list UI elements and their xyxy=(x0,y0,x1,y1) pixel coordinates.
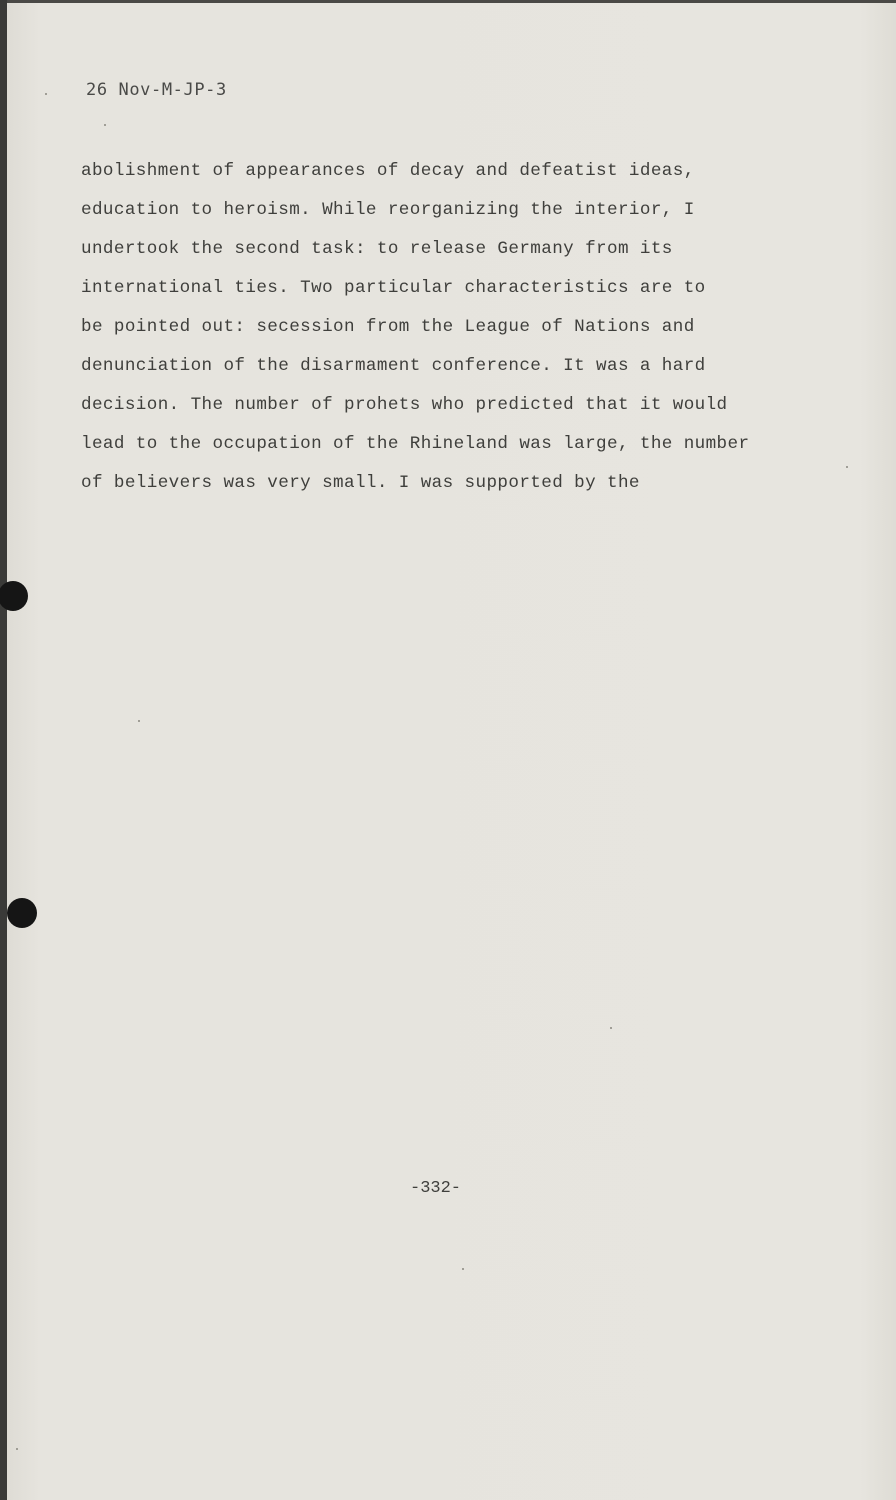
punch-hole-upper xyxy=(0,581,28,611)
document-reference-header: 26 Nov-M-JP-3 xyxy=(86,80,227,100)
body-line-9: of believers was very small. I was supported by the xyxy=(81,473,640,493)
scan-top-edge xyxy=(0,0,896,3)
body-line-3: undertook the second task: to release Germany from its xyxy=(81,239,673,259)
typed-body-text xyxy=(81,152,801,503)
scan-left-edge xyxy=(0,0,7,1500)
paper-speck xyxy=(45,93,47,95)
body-line-2: education to heroism. While reorganizing the interior, I xyxy=(81,200,695,220)
body-line-8: lead to the occupation of the Rhineland was large, the number xyxy=(81,434,750,454)
body-line-5: be pointed out: secession from the League of Nations and xyxy=(81,317,695,337)
paper-speck xyxy=(610,1027,612,1029)
paper-speck xyxy=(138,720,140,722)
paper-speck xyxy=(462,1268,464,1270)
paper-speck xyxy=(16,1448,18,1450)
body-line-7: decision. The number of prohets who predicted that it would xyxy=(81,395,728,415)
body-line-4: international ties. Two particular characteristics are to xyxy=(81,278,706,298)
body-line-1: abolishment of appearances of decay and defeatist ideas, xyxy=(81,161,695,181)
body-line-6: denunciation of the disarmament conference. It was a hard xyxy=(81,356,706,376)
page-number: -332- xyxy=(410,1179,462,1198)
paper-speck xyxy=(846,466,848,468)
paper-speck xyxy=(104,124,106,126)
punch-hole-lower xyxy=(7,898,37,928)
